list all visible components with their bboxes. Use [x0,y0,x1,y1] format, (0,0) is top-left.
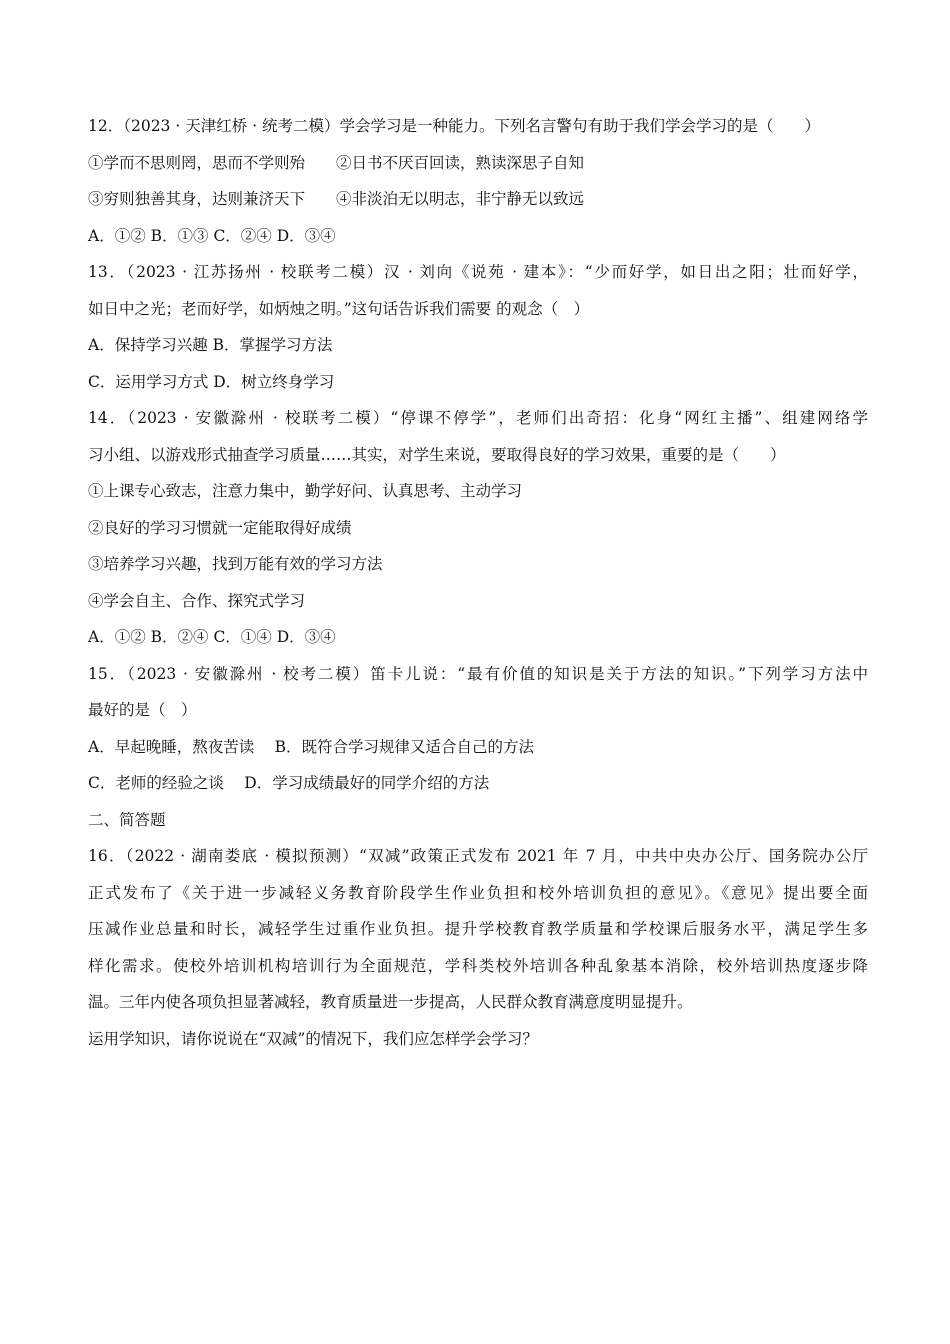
question-14-stem-line1: 14．（2023 · 安徽滁州 · 校联考二模）“停课不停学”，老师们出奇招：化身“网红主播”、组建网络学 [88,409,868,427]
question-16-line5: 温。三年内使各项负担显著减轻，教育质量进一步提高，人民群众教育满意度明显提升。 [88,993,693,1011]
question-13-options-row2: C．运用学习方式 D．树立终身学习 [88,372,335,391]
question-14-stem-line2: 习小组、以游戏形式抽查学习质量……其实，对学生来说，要取得良好的学习效果，重要的是（ ） [88,445,786,464]
question-14-item4: ④学会自主、合作、探究式学习 [88,591,306,610]
question-14-item1: ①上课专心致志，注意力集中，勤学好问、认真思考、主动学习 [88,482,523,500]
section-heading: 二、简答题 [88,810,166,829]
question-13-options-row1: A．保持学习兴趣 B．掌握学习方法 [88,336,333,354]
question-12-options: A．①② B．①③ C．②④ D．③④ [88,226,336,245]
question-14-item2: ②良好的学习习惯就一定能取得好成绩 [88,518,352,537]
question-15-stem-line1: 15．（2023 · 安徽滁州 · 校考二模）笛卡儿说：“最有价值的知识是关于方法的知识。”下列学习方法中 [88,664,868,683]
question-16-line4: 样化需求。使校外培训机构培训行为全面规范，学科类校外培训各种乱象基本消除，校外培训热度逐步降 [88,956,868,975]
question-13-stem-line1: 13．（2023 · 江苏扬州 · 校联考二模）汉 · 刘向《说苑 · 建本》：“少而好学，如日出之阳；壮而好学， [88,263,868,281]
question-16-prompt: 运用学知识，请你说说在“双减”的情况下，我们应怎样学会学习？ [88,1029,538,1048]
question-12-stem: 12．（2023 · 天津红桥 · 统考二模）学会学习是一种能力。下列名言警句有助于我们学会学习的是（ ） [88,117,820,135]
question-16-line2: 正式发布了《关于进一步减轻义务教育阶段学生作业负担和校外培训负担的意见》。《意见》提出要全面 [88,883,868,902]
question-14-options: A．①② B．②④ C．①④ D．③④ [88,628,336,646]
question-14-item3: ③培养学习兴趣，找到万能有效的学习方法 [88,555,383,573]
question-13-stem-line2: 如日中之光；老而好学，如炳烛之明。”这句话告诉我们需要 的观念（ ） [88,299,590,318]
question-16-line1: 16．（2022 · 湖南娄底 · 模拟预测）“双减”政策正式发布 2021 年 7 月，中共中央办公厅、国务院办公厅 [88,847,868,865]
question-12-items-row2: ③穷则独善其身，达则兼济天下 ④非淡泊无以明志，非宁静无以致远 [88,190,585,208]
question-12-items-row1: ①学而不思则罔，思而不学则殆 ②日书不厌百回读，熟读深思子自知 [88,153,585,172]
question-16-line3: 压减作业总量和时长，减轻学生过重作业负担。提升学校教育教学质量和学校课后服务水平，满足学生多 [88,920,868,938]
question-15-options-row1: A．早起晚睡，熬夜苦读 B．既符合学习规律又适合自己的方法 [88,737,535,756]
question-15-options-row2: C．老师的经验之谈 D．学习成绩最好的同学介绍的方法 [88,774,490,792]
question-15-stem-line2: 最好的是（ ） [88,701,197,719]
document-page [88,108,868,1057]
